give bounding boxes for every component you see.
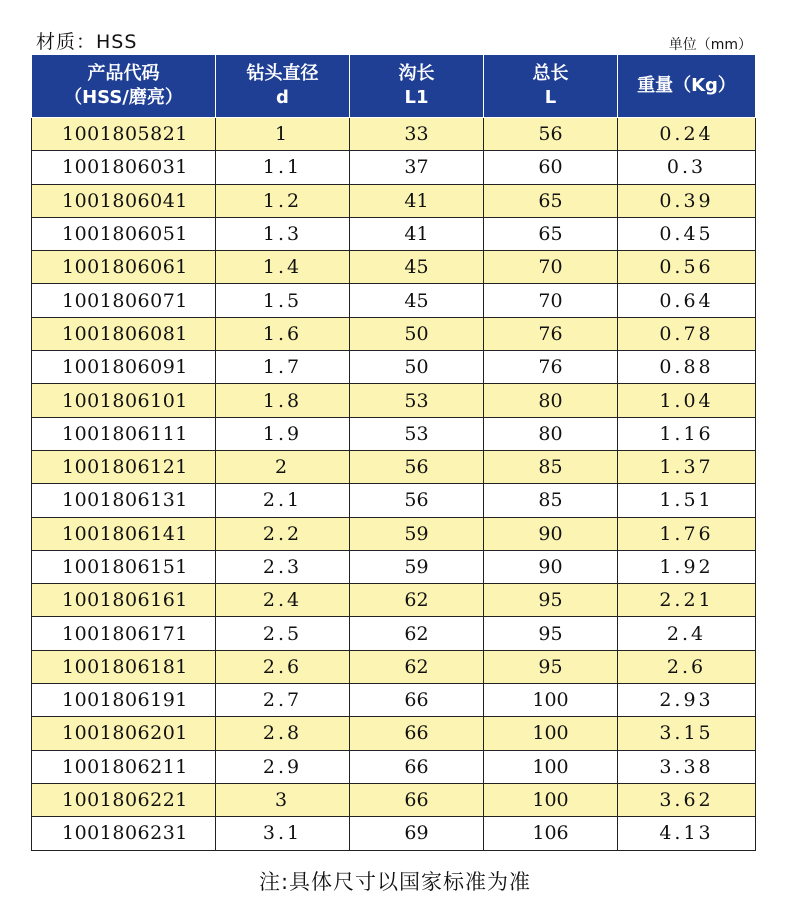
- flute-length-cell: 62: [350, 617, 484, 650]
- weight-cell: 1.76: [618, 517, 756, 550]
- weight-cell: 4.13: [618, 817, 756, 850]
- weight-cell: 1.04: [618, 384, 756, 417]
- product-code-cell: 1001806061: [32, 251, 216, 284]
- total-length-cell: 90: [484, 517, 618, 550]
- product-code-cell: 1001806131: [32, 484, 216, 517]
- flute-length-cell: 62: [350, 584, 484, 617]
- table-row: [32, 717, 756, 750]
- weight-cell: 2.4: [618, 617, 756, 650]
- total-length-cell: 76: [484, 317, 618, 350]
- diameter-cell: 3: [216, 783, 350, 816]
- table-row: [32, 151, 756, 184]
- weight-cell: 0.88: [618, 351, 756, 384]
- diameter-cell: 1.4: [216, 251, 350, 284]
- flute-length-cell: 56: [350, 484, 484, 517]
- header-label: 钻头直径: [246, 63, 319, 84]
- product-code-cell: 1001806041: [32, 184, 216, 217]
- flute-length-cell: 33: [350, 118, 484, 151]
- weight-cell: 2.21: [618, 584, 756, 617]
- diameter-cell: 2.1: [216, 484, 350, 517]
- header-label: 总长: [532, 63, 569, 84]
- product-code-cell: 1001806111: [32, 417, 216, 450]
- header-total-length: [484, 55, 618, 118]
- weight-cell: 0.39: [618, 184, 756, 217]
- diameter-cell: 1.5: [216, 284, 350, 317]
- weight-cell: 2.93: [618, 684, 756, 717]
- flute-length-cell: 69: [350, 817, 484, 850]
- flute-length-cell: 53: [350, 384, 484, 417]
- flute-length-cell: 59: [350, 517, 484, 550]
- product-code-cell: 1001806051: [32, 217, 216, 250]
- diameter-cell: 2: [216, 450, 350, 483]
- total-length-cell: 76: [484, 351, 618, 384]
- diameter-cell: 1.7: [216, 351, 350, 384]
- product-code-cell: 1001806161: [32, 584, 216, 617]
- product-code-cell: 1001806221: [32, 783, 216, 816]
- flute-length-cell: 62: [350, 650, 484, 683]
- weight-cell: 0.24: [618, 118, 756, 151]
- unit-label: 单位（mm）: [668, 37, 752, 53]
- header-product-code: [32, 55, 216, 118]
- total-length-cell: 106: [484, 817, 618, 850]
- table-row: [32, 284, 756, 317]
- diameter-cell: 2.3: [216, 550, 350, 583]
- product-code-cell: 1001806231: [32, 817, 216, 850]
- product-code-cell: 1001806151: [32, 550, 216, 583]
- header-diameter: [216, 55, 350, 118]
- product-code-cell: 1001805821: [32, 118, 216, 151]
- table-row: [32, 217, 756, 250]
- total-length-cell: 70: [484, 251, 618, 284]
- diameter-cell: 2.6: [216, 650, 350, 683]
- table-row: [32, 251, 756, 284]
- footnote: 注:具体尺寸以国家标准为准: [258, 870, 532, 894]
- total-length-cell: 100: [484, 750, 618, 783]
- header-flute-length: [350, 55, 484, 118]
- diameter-cell: 2.9: [216, 750, 350, 783]
- product-code-cell: 1001806031: [32, 151, 216, 184]
- weight-cell: 0.45: [618, 217, 756, 250]
- diameter-cell: 1: [216, 118, 350, 151]
- header-label: 产品代码: [87, 63, 160, 84]
- header-row: [32, 55, 756, 118]
- flute-length-cell: 66: [350, 750, 484, 783]
- total-length-cell: 85: [484, 450, 618, 483]
- total-length-cell: 95: [484, 584, 618, 617]
- table-row: [32, 118, 756, 151]
- diameter-cell: 2.5: [216, 617, 350, 650]
- weight-cell: 3.62: [618, 783, 756, 816]
- total-length-cell: 65: [484, 217, 618, 250]
- total-length-cell: 60: [484, 151, 618, 184]
- flute-length-cell: 41: [350, 184, 484, 217]
- flute-length-cell: 66: [350, 783, 484, 816]
- diameter-cell: 2.4: [216, 584, 350, 617]
- table-row: [32, 317, 756, 350]
- header-sublabel: d: [276, 87, 289, 108]
- flute-length-cell: 53: [350, 417, 484, 450]
- table-row: [32, 783, 756, 816]
- table-row: [32, 351, 756, 384]
- table-row: [32, 750, 756, 783]
- diameter-cell: 1.9: [216, 417, 350, 450]
- product-code-cell: 1001806211: [32, 750, 216, 783]
- total-length-cell: 56: [484, 118, 618, 151]
- table-row: [32, 417, 756, 450]
- product-code-cell: 1001806181: [32, 650, 216, 683]
- flute-length-cell: 66: [350, 717, 484, 750]
- product-code-cell: 1001806071: [32, 284, 216, 317]
- product-code-cell: 1001806091: [32, 351, 216, 384]
- total-length-cell: 95: [484, 617, 618, 650]
- table-row: [32, 617, 756, 650]
- weight-cell: 0.78: [618, 317, 756, 350]
- table-body: [32, 118, 756, 851]
- flute-length-cell: 59: [350, 550, 484, 583]
- diameter-cell: 3.1: [216, 817, 350, 850]
- flute-length-cell: 56: [350, 450, 484, 483]
- total-length-cell: 85: [484, 484, 618, 517]
- weight-cell: 3.15: [618, 717, 756, 750]
- header-sublabel: L: [544, 87, 557, 108]
- flute-length-cell: 45: [350, 251, 484, 284]
- diameter-cell: 2.8: [216, 717, 350, 750]
- table-row: [32, 584, 756, 617]
- product-code-cell: 1001806121: [32, 450, 216, 483]
- product-code-cell: 1001806191: [32, 684, 216, 717]
- total-length-cell: 80: [484, 384, 618, 417]
- total-length-cell: 100: [484, 783, 618, 816]
- product-code-cell: 1001806201: [32, 717, 216, 750]
- product-code-cell: 1001806081: [32, 317, 216, 350]
- diameter-cell: 1.1: [216, 151, 350, 184]
- table-row: [32, 817, 756, 850]
- weight-cell: 1.51: [618, 484, 756, 517]
- diameter-cell: 1.8: [216, 384, 350, 417]
- flute-length-cell: 50: [350, 317, 484, 350]
- weight-cell: 2.6: [618, 650, 756, 683]
- product-code-cell: 1001806141: [32, 517, 216, 550]
- total-length-cell: 100: [484, 684, 618, 717]
- header-sublabel: （HSS/磨亮）: [64, 87, 183, 108]
- total-length-cell: 90: [484, 550, 618, 583]
- table-row: [32, 184, 756, 217]
- table-row: [32, 650, 756, 683]
- weight-cell: 0.64: [618, 284, 756, 317]
- spec-table: [31, 54, 756, 851]
- weight-cell: 1.16: [618, 417, 756, 450]
- weight-cell: 0.56: [618, 251, 756, 284]
- table-row: [32, 484, 756, 517]
- table-row: [32, 684, 756, 717]
- table-row: [32, 517, 756, 550]
- weight-cell: 1.92: [618, 550, 756, 583]
- flute-length-cell: 45: [350, 284, 484, 317]
- flute-length-cell: 50: [350, 351, 484, 384]
- header-label: 沟长: [398, 63, 435, 84]
- diameter-cell: 1.3: [216, 217, 350, 250]
- flute-length-cell: 66: [350, 684, 484, 717]
- header-sublabel: L1: [404, 87, 429, 108]
- weight-cell: 0.3: [618, 151, 756, 184]
- total-length-cell: 80: [484, 417, 618, 450]
- material-label: 材质：HSS: [36, 31, 138, 53]
- header-label: 重量（Kg）: [637, 75, 736, 96]
- diameter-cell: 2.7: [216, 684, 350, 717]
- product-code-cell: 1001806171: [32, 617, 216, 650]
- diameter-cell: 1.2: [216, 184, 350, 217]
- total-length-cell: 95: [484, 650, 618, 683]
- weight-cell: 3.38: [618, 750, 756, 783]
- total-length-cell: 65: [484, 184, 618, 217]
- weight-cell: 1.37: [618, 450, 756, 483]
- table-row: [32, 384, 756, 417]
- table-row: [32, 550, 756, 583]
- table-row: [32, 450, 756, 483]
- header-weight: [618, 55, 756, 118]
- diameter-cell: 1.6: [216, 317, 350, 350]
- total-length-cell: 100: [484, 717, 618, 750]
- product-code-cell: 1001806101: [32, 384, 216, 417]
- total-length-cell: 70: [484, 284, 618, 317]
- flute-length-cell: 41: [350, 217, 484, 250]
- flute-length-cell: 37: [350, 151, 484, 184]
- diameter-cell: 2.2: [216, 517, 350, 550]
